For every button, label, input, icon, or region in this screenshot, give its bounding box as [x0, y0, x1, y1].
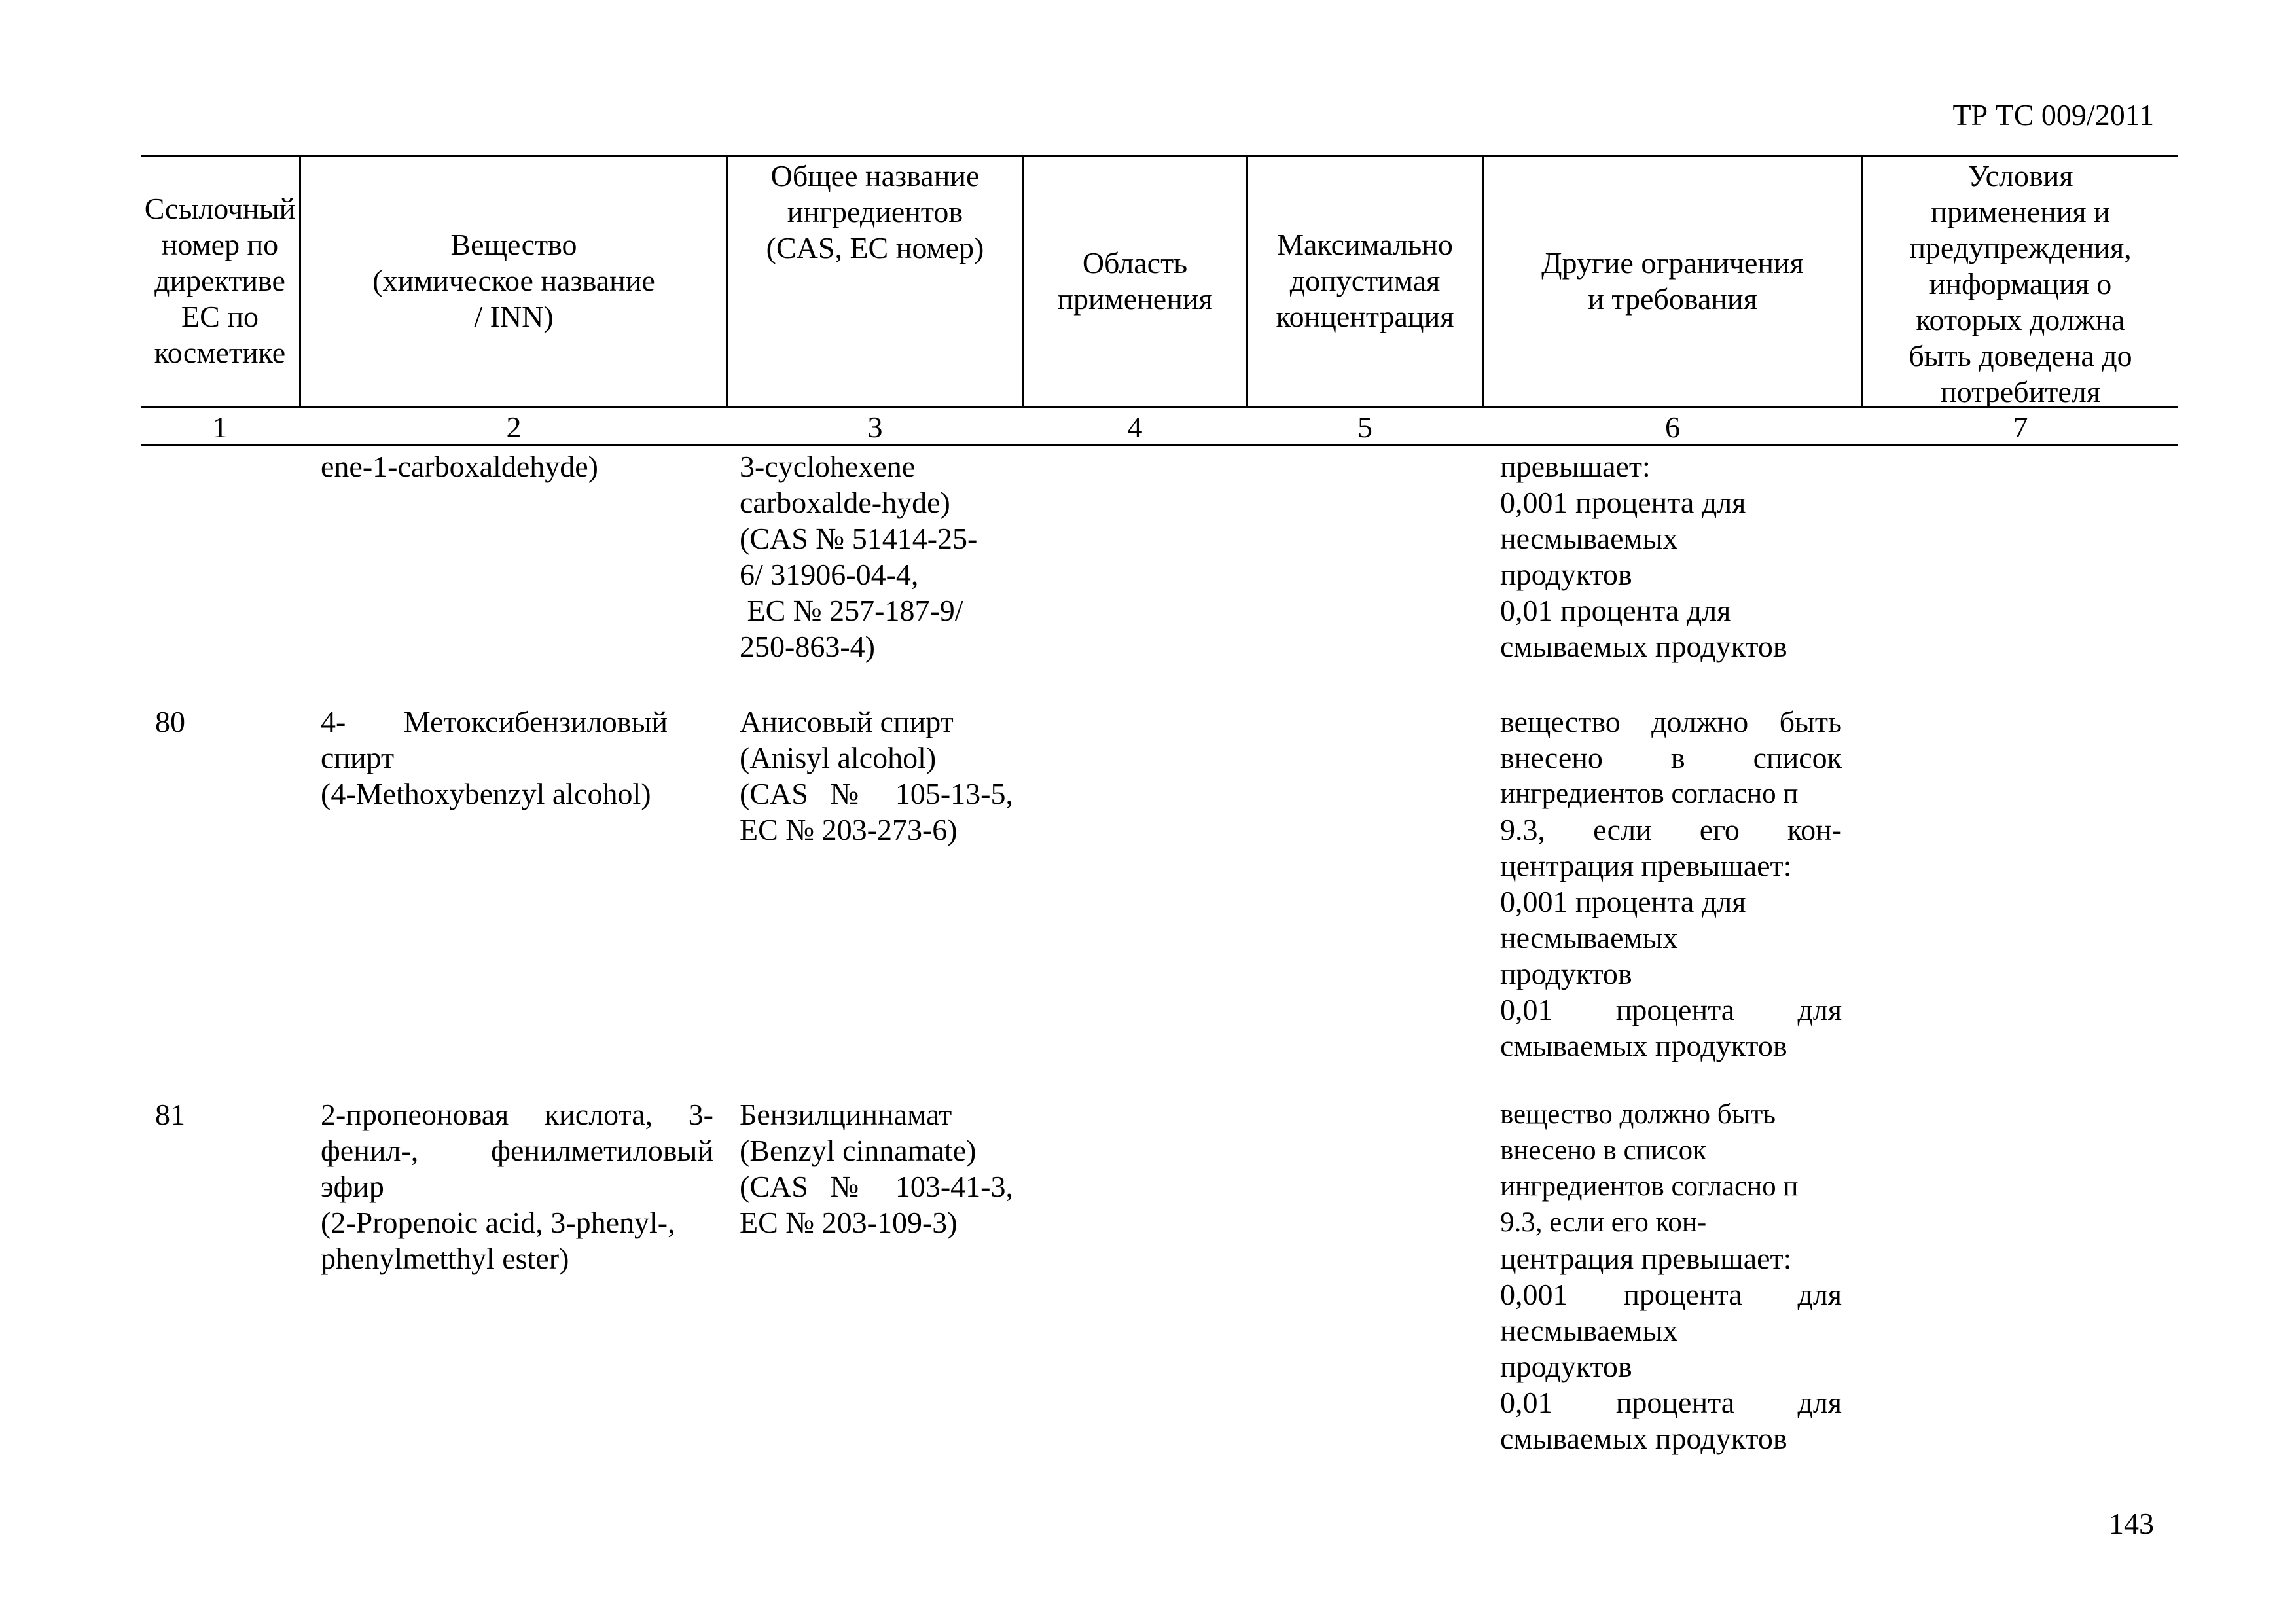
header-common-name: Общее название ингредиентов (CAS, ЕС номер): [766, 159, 984, 264]
header-max-concentration: Максимально допустимая концентрация: [1276, 228, 1454, 333]
column-number: 4: [1127, 410, 1143, 444]
table-row-ref-number: 80: [155, 705, 185, 738]
header-ref-number: Ссылочный номер по директиве ЕС по косметике: [144, 192, 296, 369]
table-row-common-name: Анисовый спирт (Anisyl alcohol) (CAS № 105-13-5, ЕС № 203-273-6): [740, 705, 1013, 846]
table-row-common-name: 3-cyclohexene carboxalde-hyde) (CAS № 51414-25- 6/ 31906-04-4, ЕС № 257-187-9/ 250-863-4): [740, 450, 978, 663]
header-substance: Вещество (химическое название / INN): [372, 228, 655, 333]
header-warnings: Условия применения и предупреждения, информация о которых должна быть доведена до потребителя: [1909, 159, 2132, 408]
table-row-substance: ene-1-carboxaldehyde): [321, 450, 598, 483]
table-row-substance: 4- Метоксибензиловый спирт (4-Methoxybenzyl alcohol): [321, 705, 668, 810]
table-row-substance: 2-пропеоновая кислота, 3- фенил-, фенилметиловый эфир (2-Propenoic acid, 3-phenyl-, phenylmetthyl ester): [321, 1098, 713, 1275]
table-row-restrictions: превышает: 0,001 процента для несмываемых продуктов 0,01 процента для смываемых продуктов: [1500, 450, 1787, 663]
table-row-restrictions: вещество должно быть внесено в список ингредиентов согласно п 9.3, если его кон- центрация превышает: 0,001 процента для несмываемых продуктов 0,01 процента для смываемых продуктов: [1500, 705, 1842, 1062]
page-number: 143: [2109, 1507, 2154, 1540]
column-number: 3: [867, 410, 883, 444]
column-number: 2: [506, 410, 522, 444]
table-row-restrictions: вещество должно быть внесено в список ингредиентов согласно п 9.3, если его кон- центрация превышает: 0,001 процента для несмываемых продуктов 0,01 процента для смываемых продуктов: [1500, 1099, 1842, 1455]
document-code: ТР ТС 009/2011: [1952, 98, 2154, 132]
table-row-common-name: Бензилциннамат (Benzyl cinnamate) (CAS № 103-41-3, ЕС № 203-109-3): [740, 1098, 1013, 1239]
column-number: 5: [1357, 410, 1372, 444]
column-number: 1: [212, 410, 228, 444]
header-application-area: Область применения: [1057, 245, 1213, 316]
column-number: 7: [2013, 410, 2028, 444]
column-number: 6: [1665, 410, 1680, 444]
table-row-ref-number: 81: [155, 1098, 185, 1131]
header-restrictions: Другие ограничения и требования: [1541, 245, 1804, 316]
